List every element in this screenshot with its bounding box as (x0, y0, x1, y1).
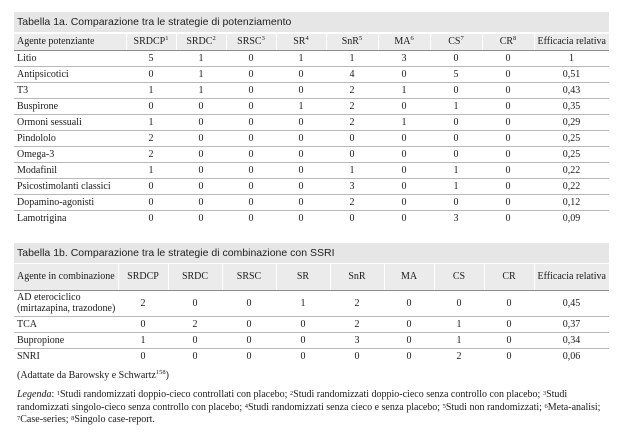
header-sr: $SR^4$ (276, 34, 326, 50)
value-cell: 0 (226, 146, 276, 162)
value-cell: 0 (176, 210, 226, 226)
value-cell: 0 (226, 114, 276, 130)
header-srdc: SRDC (168, 264, 222, 290)
value-cell: 0,25 (534, 146, 609, 162)
value-cell: 0,34 (534, 332, 609, 348)
value-cell: 0 (222, 332, 276, 348)
value-cell: 0,12 (534, 194, 609, 210)
value-cell: 0 (378, 194, 430, 210)
value-cell: 2 (326, 82, 378, 98)
agent-name-cell: Lamotrigina (14, 210, 126, 226)
table-row (14, 66, 609, 82)
legend-ref-number: 5 (442, 402, 446, 410)
value-cell: 5 (430, 66, 482, 82)
value-cell: 0 (326, 146, 378, 162)
agent-name-cell: Buspirone (14, 98, 126, 114)
value-cell: 0 (430, 82, 482, 98)
table-1b (14, 264, 609, 364)
table-row (14, 194, 609, 210)
header-srdc: SRDC$^2$ (176, 34, 226, 50)
header-agent: Agente potenziante (14, 34, 126, 50)
value-cell: 0,22 (534, 178, 609, 194)
agent-name-cell: TCA (14, 316, 118, 332)
value-cell: 0 (226, 210, 276, 226)
value-cell: 0,45 (534, 290, 609, 316)
table-row (14, 50, 609, 66)
agent-name-cell: Omega-3 (14, 146, 126, 162)
table-row (14, 162, 609, 178)
value-cell: 0 (276, 210, 326, 226)
legend-label: Legenda (17, 389, 52, 400)
value-cell: 0 (482, 210, 534, 226)
table-row (14, 178, 609, 194)
value-cell: 0 (482, 146, 534, 162)
value-cell: 0 (276, 66, 326, 82)
value-cell: 0 (482, 114, 534, 130)
value-cell: 0 (176, 130, 226, 146)
header-snr: SnR$^5$ (326, 34, 378, 50)
value-cell: 0 (276, 332, 330, 348)
header-agent-combination: Agente in combinazione (14, 264, 118, 290)
value-cell: 0 (176, 98, 226, 114)
value-cell: 3 (378, 50, 430, 66)
table-row (14, 82, 609, 98)
value-cell: 1 (430, 162, 482, 178)
table-row (14, 98, 609, 114)
value-cell: 0,09 (534, 210, 609, 226)
value-cell: 1 (276, 50, 326, 66)
legend-item: Singolo case-report. (74, 414, 155, 425)
legend-ref-number: 4 (244, 402, 248, 410)
value-cell: 0 (482, 50, 534, 66)
value-cell: 0 (484, 316, 534, 332)
value-cell: 0 (276, 194, 326, 210)
agent-name-cell: Pindololo (14, 130, 126, 146)
value-cell: 1 (378, 114, 430, 130)
value-cell: 0 (384, 332, 434, 348)
table-row (14, 114, 609, 130)
legend-ref-number: 8 (71, 415, 75, 422)
value-cell: 1 (434, 332, 484, 348)
agent-name-cell: Ormoni sessuali (14, 114, 126, 130)
agent-name-cell: SNRI (14, 348, 118, 364)
value-cell: 0 (384, 348, 434, 364)
value-cell: 2 (326, 194, 378, 210)
legend-item: Meta-analisi; (547, 401, 601, 413)
value-cell: 0 (226, 66, 276, 82)
value-cell: 3 (326, 178, 378, 194)
value-cell: 1 (276, 98, 326, 114)
header-srdcp: SRDCP$^1$ (126, 34, 176, 50)
value-cell: 0 (276, 348, 330, 364)
value-cell: 0 (326, 130, 378, 146)
header-cs: $CS^7$ (430, 34, 482, 50)
value-cell: 0 (378, 178, 430, 194)
value-cell: 0 (384, 316, 434, 332)
legend-ref-number: 2 (289, 390, 294, 397)
value-cell: 0 (378, 162, 430, 178)
value-cell: 0 (276, 82, 326, 98)
value-cell: 0 (118, 316, 168, 332)
value-cell: 2 (168, 316, 222, 332)
legend-ref-number: 6 (544, 402, 548, 410)
value-cell: 0 (484, 290, 534, 316)
header-sr: SR (276, 264, 330, 290)
agent-name-cell: Modafinil (14, 162, 126, 178)
value-cell: 0,29 (534, 114, 609, 130)
value-cell: 0 (168, 290, 222, 316)
value-cell: 0 (276, 114, 326, 130)
value-cell: 0 (276, 178, 326, 194)
source-note: (Adattate da Barowsky e Schwartz$^{158}$) (17, 369, 169, 381)
value-cell: 0,51 (534, 66, 609, 82)
value-cell: 2 (330, 290, 384, 316)
legend-item: Studi non randomizzati; (445, 401, 545, 413)
value-cell: 0 (126, 194, 176, 210)
value-cell: 0 (482, 194, 534, 210)
agent-name-cell: Litio (14, 50, 126, 66)
header-cr: $CR^8$ (482, 34, 534, 50)
value-cell: 0 (126, 66, 176, 82)
value-cell: 1 (434, 316, 484, 332)
legend-item: Case-series; (20, 414, 72, 425)
value-cell: 0 (176, 178, 226, 194)
value-cell: 0 (378, 130, 430, 146)
value-cell: 0,35 (534, 98, 609, 114)
value-cell: 0 (484, 348, 534, 364)
legend-item: Studi randomizzati doppio-cieco senza controllo con placebo; (293, 389, 543, 400)
value-cell: 1 (176, 66, 226, 82)
value-cell: 4 (326, 66, 378, 82)
table-row (14, 290, 609, 316)
header-srdcp: SRDCP (118, 264, 168, 290)
value-cell: 0 (378, 210, 430, 226)
value-cell: 0 (168, 348, 222, 364)
table-1b-caption: Tabella 1b. Comparazione tra le strategie di combinazione con SSRI (14, 243, 609, 263)
table-1a-caption: Tabella 1a. Comparazione tra le strategie di potenziamento (14, 12, 609, 32)
value-cell: 1 (534, 50, 609, 66)
value-cell: 2 (326, 114, 378, 130)
value-cell: 1 (326, 162, 378, 178)
value-cell: 0 (176, 146, 226, 162)
value-cell: 0 (126, 210, 176, 226)
value-cell: 0 (482, 162, 534, 178)
value-cell: 0,43 (534, 82, 609, 98)
value-cell: 0 (482, 98, 534, 114)
table-1a (14, 34, 609, 226)
value-cell: 1 (378, 82, 430, 98)
value-cell: 0 (482, 82, 534, 98)
value-cell: 0 (226, 50, 276, 66)
value-cell: 0,37 (534, 316, 609, 332)
value-cell: 2 (126, 130, 176, 146)
value-cell: 0 (484, 332, 534, 348)
value-cell: 0 (434, 290, 484, 316)
value-cell: 0 (176, 162, 226, 178)
value-cell: 0,22 (534, 162, 609, 178)
agent-name-cell: Psicostimolanti classici (14, 178, 126, 194)
value-cell: 0 (226, 130, 276, 146)
value-cell: 2 (330, 316, 384, 332)
value-cell: 1 (126, 82, 176, 98)
value-cell: 0 (226, 82, 276, 98)
value-cell: 1 (176, 82, 226, 98)
value-cell: 0 (430, 114, 482, 130)
value-cell: 0 (430, 146, 482, 162)
value-cell: 1 (326, 50, 378, 66)
value-cell: 0 (126, 98, 176, 114)
value-cell: 3 (430, 210, 482, 226)
value-cell: 2 (118, 290, 168, 316)
header-cr: CR (484, 264, 534, 290)
value-cell: 0 (482, 66, 534, 82)
table-1a-header-row (14, 34, 609, 50)
legend-item: Studi randomizzati singolo-cieco senza controllo con placebo; (17, 389, 568, 413)
value-cell: 0 (222, 348, 276, 364)
value-cell: 0 (168, 332, 222, 348)
value-cell: 0 (176, 114, 226, 130)
value-cell: 0 (482, 130, 534, 146)
value-cell: 2 (326, 98, 378, 114)
table-row (14, 316, 609, 332)
header-ma: $MA^6$ (378, 34, 430, 50)
table-row (14, 332, 609, 348)
value-cell: 1 (126, 162, 176, 178)
value-cell: 0 (430, 50, 482, 66)
value-cell: 0,06 (534, 348, 609, 364)
header-efficacy: Efficacia relativa (534, 34, 609, 50)
value-cell: 1 (118, 332, 168, 348)
value-cell: 1 (276, 290, 330, 316)
value-cell: 0 (276, 316, 330, 332)
legend-ref-number: 7 (17, 415, 21, 422)
value-cell: 5 (126, 50, 176, 66)
value-cell: 0 (384, 290, 434, 316)
value-cell: 0 (482, 178, 534, 194)
value-cell: 0 (226, 178, 276, 194)
value-cell: 1 (430, 178, 482, 194)
value-cell: 0 (226, 162, 276, 178)
value-cell: 0 (430, 194, 482, 210)
agent-name-cell: AD eterociclico (mirtazapina, trazodone) (14, 290, 118, 316)
value-cell: 1 (126, 114, 176, 130)
legend-ref-number: 3 (542, 390, 547, 397)
agent-name-cell: Dopamino-agonisti (14, 194, 126, 210)
table-row (14, 130, 609, 146)
legend-item: Studi randomizzati senza cieco e senza placebo; (247, 401, 443, 413)
header-srsc: SRSC$^3$ (226, 34, 276, 50)
header-srsc: SRSC (222, 264, 276, 290)
value-cell: 0 (378, 66, 430, 82)
table-row (14, 146, 609, 162)
legend: Legenda: $^1$Studi randomizzati doppio-cieco controllati con placebo; $^2$Studi randomizzati doppio-cieco senza controllo con placebo; $^3$Studi randomizzati singolo-cieco senza controllo con placebo; $^4$Studi randomizzati senza cieco e senza placebo; $^5$Studi non randomizzati; $^6$Meta-analisi; $^7$Case-series; $^8$Singolo case-report. (17, 389, 601, 425)
agent-name-cell: Antipsicotici (14, 66, 126, 82)
value-cell: 0 (378, 146, 430, 162)
table-row (14, 348, 609, 364)
value-cell: 0 (176, 194, 226, 210)
header-ma: MA (384, 264, 434, 290)
value-cell: 0 (326, 210, 378, 226)
value-cell: 0 (276, 162, 326, 178)
value-cell: 2 (126, 146, 176, 162)
value-cell: 0 (222, 290, 276, 316)
header-efficacy: Efficacia relativa (534, 264, 609, 290)
agent-name-cell: Bupropione (14, 332, 118, 348)
value-cell: 0,25 (534, 130, 609, 146)
value-cell: 0 (276, 146, 326, 162)
value-cell: 0 (330, 348, 384, 364)
table-1b-header-row (14, 264, 609, 290)
table-row (14, 210, 609, 226)
value-cell: 1 (430, 98, 482, 114)
legend-ref-number: 1 (56, 390, 60, 397)
legend-item: Studi randomizzati doppio-cieco controllati con placebo; (59, 389, 290, 400)
value-cell: 3 (330, 332, 384, 348)
value-cell: 0 (126, 178, 176, 194)
value-cell: 0 (118, 348, 168, 364)
header-cs: CS (434, 264, 484, 290)
value-cell: 0 (378, 98, 430, 114)
value-cell: 0 (226, 98, 276, 114)
agent-name-cell: T3 (14, 82, 126, 98)
value-cell: 0 (222, 316, 276, 332)
value-cell: 0 (430, 130, 482, 146)
value-cell: 0 (226, 194, 276, 210)
value-cell: 2 (434, 348, 484, 364)
value-cell: 0 (276, 130, 326, 146)
header-snr: SnR (330, 264, 384, 290)
value-cell: 1 (176, 50, 226, 66)
